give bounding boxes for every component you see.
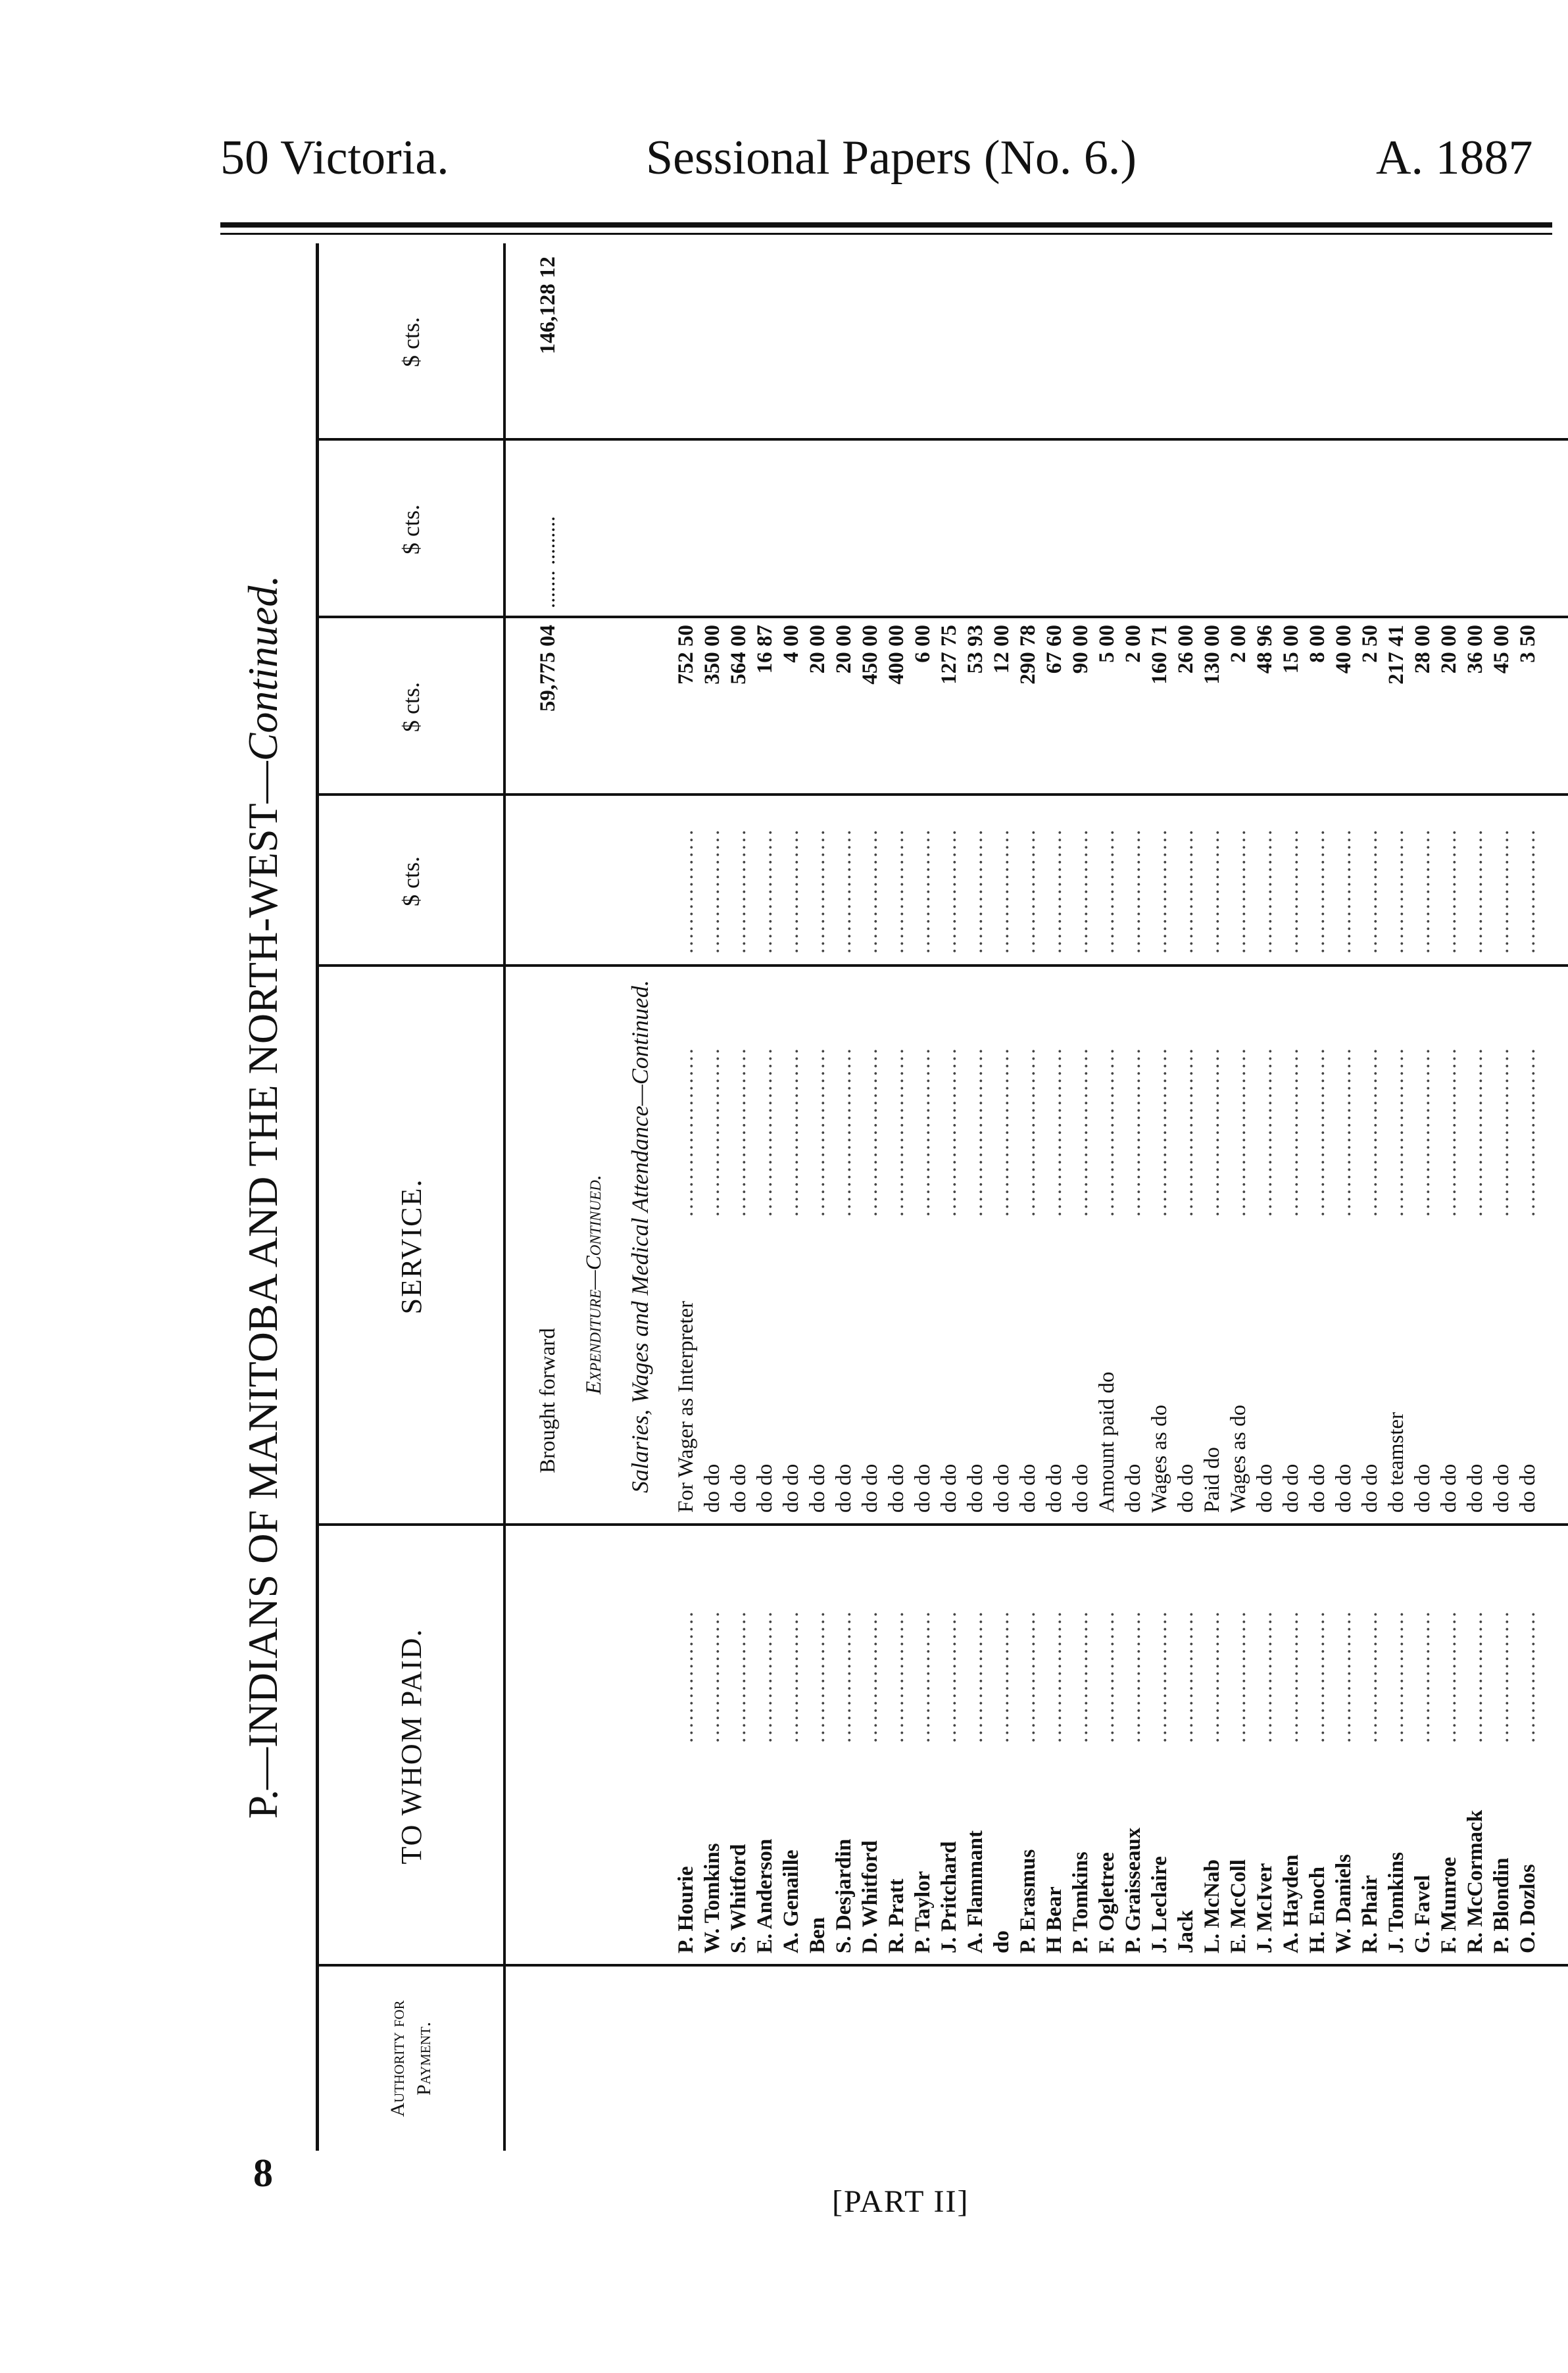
row-payee: P. Erasmus <box>1016 1849 1040 1953</box>
row-service: do do <box>753 1463 777 1513</box>
row-leader-dots: .................. <box>1042 1609 1066 1743</box>
column-header-to-whom-paid: TO WHOM PAID. <box>395 1628 428 1865</box>
row-leader-dots: ....................... <box>1200 1046 1224 1217</box>
row-leader-dots: .................. <box>1148 1609 1171 1743</box>
row-payee: O. Dozlos <box>1516 1864 1540 1953</box>
row-amount: 20 00 <box>1437 625 1461 674</box>
page-number: 8 <box>253 2151 273 2195</box>
row-leader-dots: ....................... <box>964 1046 987 1217</box>
row-leader-dots: .................. <box>1437 1609 1461 1743</box>
row-payee: H Bear <box>1042 1886 1066 1953</box>
column-header-money-2: $ cts. <box>398 682 424 732</box>
row-leader-dots: ....................... <box>885 1046 908 1217</box>
row-leader-dots: ................. <box>911 827 935 954</box>
row-service: Amount paid do <box>1095 1371 1119 1513</box>
row-amount: 26 00 <box>1174 625 1198 674</box>
row-amount: 15 00 <box>1279 625 1303 674</box>
row-service: For Wager as Interpreter <box>674 1300 698 1513</box>
row-payee: P. Tomkins <box>1069 1851 1092 1953</box>
row-payee: do <box>990 1930 1014 1953</box>
row-service: do do <box>1016 1463 1040 1513</box>
row-payee: A. Genaille <box>779 1849 803 1953</box>
row-payee: S. Desjardin <box>832 1838 856 1953</box>
row-payee: Jack <box>1174 1910 1198 1953</box>
row-service: do do <box>964 1463 987 1513</box>
row-leader-dots: .................. <box>779 1609 803 1743</box>
row-leader-dots: ....................... <box>1384 1046 1408 1217</box>
row-payee: J. McIver <box>1253 1863 1277 1953</box>
row-amount: 217 41 <box>1384 625 1408 685</box>
row-payee: D. Whitford <box>858 1840 882 1953</box>
rotated-table-page <box>230 243 1568 2151</box>
row-leader-dots: .................. <box>1279 1609 1303 1743</box>
brought-forward-dots: ....... ......... <box>536 516 560 608</box>
row-leader-dots: ....................... <box>858 1046 882 1217</box>
row-leader-dots: .................. <box>1174 1609 1198 1743</box>
header-rule-thin <box>220 233 1552 235</box>
row-amount: 36 00 <box>1463 625 1487 674</box>
row-payee: Ben <box>806 1917 829 1953</box>
column-divider <box>319 793 1568 796</box>
row-leader-dots: ................. <box>937 827 961 954</box>
row-amount: 290 78 <box>1016 625 1040 685</box>
row-leader-dots: ....................... <box>1148 1046 1171 1217</box>
row-leader-dots: ................. <box>1358 827 1382 954</box>
row-leader-dots: ....................... <box>674 1046 698 1217</box>
row-amount: 28 00 <box>1411 625 1434 674</box>
row-leader-dots: ................. <box>858 827 882 954</box>
row-leader-dots: ................. <box>832 827 856 954</box>
row-leader-dots: ................. <box>806 827 829 954</box>
row-leader-dots: .................. <box>753 1609 777 1743</box>
row-leader-dots: ................. <box>1253 827 1277 954</box>
row-leader-dots: ................. <box>779 827 803 954</box>
row-leader-dots: ....................... <box>1253 1046 1277 1217</box>
row-amount: 127 75 <box>937 625 961 685</box>
header-volume: 50 Victoria. <box>220 131 449 185</box>
column-divider <box>319 1964 1568 1967</box>
row-amount: 752 50 <box>674 625 698 685</box>
row-leader-dots: ....................... <box>1516 1046 1540 1217</box>
row-service: do do <box>911 1463 935 1513</box>
row-amount: 90 00 <box>1069 625 1092 674</box>
row-leader-dots: ................. <box>1069 827 1092 954</box>
row-leader-dots: ................. <box>674 827 698 954</box>
column-header-money-1: $ cts. <box>398 856 424 906</box>
row-leader-dots: .................. <box>1411 1609 1434 1743</box>
row-amount: 45 00 <box>1490 625 1513 674</box>
row-leader-dots: ................. <box>1411 827 1434 954</box>
row-service: do do <box>700 1463 724 1513</box>
row-leader-dots: .................. <box>806 1609 829 1743</box>
row-service: Wages as do <box>1227 1404 1250 1513</box>
row-leader-dots: .................. <box>858 1609 882 1743</box>
row-payee: J. Tomkins <box>1384 1851 1408 1953</box>
row-amount: 6 00 <box>911 625 935 663</box>
row-service: do teamster <box>1384 1411 1408 1513</box>
row-service: do do <box>1253 1463 1277 1513</box>
row-payee: J. Leclaire <box>1148 1856 1171 1953</box>
row-leader-dots: .................. <box>832 1609 856 1743</box>
row-leader-dots: .................. <box>1016 1609 1040 1743</box>
row-amount: 160 71 <box>1148 625 1171 685</box>
row-leader-dots: ....................... <box>1095 1046 1119 1217</box>
row-amount: 400 00 <box>885 625 908 685</box>
row-amount: 130 00 <box>1200 625 1224 685</box>
row-amount: 48 96 <box>1253 625 1277 674</box>
row-amount: 450 00 <box>858 625 882 685</box>
row-leader-dots: .................. <box>1253 1609 1277 1743</box>
row-leader-dots: ....................... <box>832 1046 856 1217</box>
row-leader-dots: .................. <box>964 1609 987 1743</box>
row-leader-dots: .................. <box>1200 1609 1224 1743</box>
row-leader-dots: ....................... <box>727 1046 750 1217</box>
brought-forward-label: Brought forward <box>536 1328 560 1473</box>
row-leader-dots: ................. <box>1463 827 1487 954</box>
row-leader-dots: .................. <box>937 1609 961 1743</box>
subhead-expenditure: Expenditure—Continued. <box>582 1174 606 1394</box>
row-amount: 53 93 <box>964 625 987 674</box>
column-header-money-3: $ cts. <box>398 504 424 554</box>
header-row-rule <box>503 243 506 2151</box>
row-leader-dots: ....................... <box>1121 1046 1145 1217</box>
row-leader-dots: .................. <box>1227 1609 1250 1743</box>
row-service: Paid do <box>1200 1447 1224 1513</box>
row-leader-dots: ................. <box>1200 827 1224 954</box>
row-service: do do <box>885 1463 908 1513</box>
expenditure-table <box>316 243 1568 2151</box>
row-payee: R. Phair <box>1358 1874 1382 1953</box>
row-payee: W. Daniels <box>1332 1854 1356 1953</box>
row-amount: 3 50 <box>1516 625 1540 663</box>
row-leader-dots: ....................... <box>1279 1046 1303 1217</box>
row-leader-dots: ....................... <box>1227 1046 1250 1217</box>
row-leader-dots: .................. <box>674 1609 698 1743</box>
row-payee: S. Whitford <box>727 1844 750 1953</box>
row-amount: 16 87 <box>753 625 777 674</box>
row-leader-dots: ................. <box>753 827 777 954</box>
row-leader-dots: .................. <box>911 1609 935 1743</box>
row-service: do do <box>1490 1463 1513 1513</box>
row-leader-dots: ....................... <box>1069 1046 1092 1217</box>
row-leader-dots: ................. <box>1279 827 1303 954</box>
row-leader-dots: ................. <box>1490 827 1513 954</box>
row-service: do do <box>1437 1463 1461 1513</box>
row-leader-dots: .................. <box>1384 1609 1408 1743</box>
row-service: do do <box>937 1463 961 1513</box>
row-leader-dots: ....................... <box>1463 1046 1487 1217</box>
row-service: do do <box>990 1463 1014 1513</box>
row-amount: 5 00 <box>1095 625 1119 663</box>
row-service: do do <box>779 1463 803 1513</box>
row-leader-dots: ................. <box>1148 827 1171 954</box>
row-service: do do <box>1463 1463 1487 1513</box>
row-leader-dots: ....................... <box>1306 1046 1329 1217</box>
row-leader-dots: ....................... <box>1437 1046 1461 1217</box>
row-service: do do <box>1411 1463 1434 1513</box>
column-header-authority: Authority for Payment. <box>387 2000 435 2117</box>
table-title-continued: Continued. <box>239 575 286 762</box>
row-service: do do <box>1332 1463 1356 1513</box>
row-service: do do <box>1358 1463 1382 1513</box>
table-title <box>230 243 296 2151</box>
row-leader-dots: ................. <box>990 827 1014 954</box>
subhead-salaries: Salaries, Wages and Medical Attendance—Continued. <box>627 980 653 1493</box>
row-payee: F. Ogletree <box>1095 1852 1119 1953</box>
row-payee: F. Munroe <box>1437 1857 1461 1953</box>
header-publication: Sessional Papers (No. 6.) <box>646 131 1137 185</box>
row-leader-dots: ....................... <box>1358 1046 1382 1217</box>
row-leader-dots: ....................... <box>700 1046 724 1217</box>
row-payee: E. Anderson <box>753 1838 777 1953</box>
row-payee: P. Graisseaux <box>1121 1827 1145 1953</box>
row-amount: 4 00 <box>779 625 803 663</box>
row-service: do do <box>1069 1463 1092 1513</box>
row-payee: W. Tomkins <box>700 1843 724 1953</box>
row-leader-dots: ................. <box>1095 827 1119 954</box>
column-header-service: SERVICE. <box>395 1178 428 1315</box>
row-leader-dots: .................. <box>1490 1609 1513 1743</box>
row-payee: G. Favel <box>1411 1874 1434 1953</box>
row-leader-dots: ....................... <box>1016 1046 1040 1217</box>
row-service: do do <box>1279 1463 1303 1513</box>
row-leader-dots: .................. <box>727 1609 750 1743</box>
row-service: do do <box>1042 1463 1066 1513</box>
row-payee: P. Taylor <box>911 1871 935 1953</box>
row-service: do do <box>1306 1463 1329 1513</box>
row-leader-dots: ................. <box>1306 827 1329 954</box>
brought-forward-total: 146,128 12 <box>536 257 560 355</box>
row-leader-dots: .................. <box>700 1609 724 1743</box>
brought-forward-amount: 59,775 04 <box>536 625 560 712</box>
row-amount: 2 50 <box>1358 625 1382 663</box>
row-leader-dots: ................. <box>885 827 908 954</box>
row-leader-dots: .................. <box>1069 1609 1092 1743</box>
row-leader-dots: .................. <box>1516 1609 1540 1743</box>
row-leader-dots: .................. <box>1095 1609 1119 1743</box>
row-leader-dots: .................. <box>990 1609 1014 1743</box>
row-amount: 40 00 <box>1332 625 1356 674</box>
row-payee: R. Pratt <box>885 1878 908 1953</box>
row-payee: P. Blondin <box>1490 1857 1513 1953</box>
row-leader-dots: .................. <box>1332 1609 1356 1743</box>
row-leader-dots: ................. <box>1384 827 1408 954</box>
row-leader-dots: ................. <box>700 827 724 954</box>
row-leader-dots: ....................... <box>1174 1046 1198 1217</box>
column-divider <box>319 438 1568 441</box>
row-amount: 350 00 <box>700 625 724 685</box>
row-leader-dots: ................. <box>1437 827 1461 954</box>
row-amount: 2 00 <box>1121 625 1145 663</box>
row-service: do do <box>1174 1463 1198 1513</box>
row-leader-dots: ....................... <box>1332 1046 1356 1217</box>
row-payee: L. McNab <box>1200 1859 1224 1953</box>
row-leader-dots: ....................... <box>1042 1046 1066 1217</box>
row-service: do do <box>832 1463 856 1513</box>
row-leader-dots: .................. <box>885 1609 908 1743</box>
row-service: do do <box>727 1463 750 1513</box>
row-amount: 67 60 <box>1042 625 1066 674</box>
row-leader-dots: ................. <box>1174 827 1198 954</box>
row-amount: 20 00 <box>806 625 829 674</box>
row-leader-dots: ....................... <box>806 1046 829 1217</box>
row-payee: J. Pritchard <box>937 1841 961 1953</box>
header-year: A. 1887 <box>1376 131 1533 185</box>
row-payee: E. McColl <box>1227 1859 1250 1953</box>
row-leader-dots: .................. <box>1121 1609 1145 1743</box>
row-payee: A. Hayden <box>1279 1854 1303 1953</box>
row-leader-dots: ....................... <box>1490 1046 1513 1217</box>
row-leader-dots: ................. <box>727 827 750 954</box>
column-header-money-4: $ cts. <box>398 317 424 367</box>
row-leader-dots: ....................... <box>911 1046 935 1217</box>
part-label: [PART II] <box>832 2184 969 2219</box>
row-service: do do <box>1516 1463 1540 1513</box>
row-amount: 20 00 <box>832 625 856 674</box>
column-divider <box>319 616 1568 618</box>
row-leader-dots: ....................... <box>1411 1046 1434 1217</box>
header-rule-thick <box>220 222 1552 228</box>
row-leader-dots: ................. <box>1516 827 1540 954</box>
table-title-main: P.—INDIANS OF MANITOBA AND THE NORTH-WEST— <box>239 761 286 1819</box>
row-leader-dots: ....................... <box>779 1046 803 1217</box>
row-payee: P. Hourie <box>674 1866 698 1953</box>
row-service: do do <box>1121 1463 1145 1513</box>
row-leader-dots: ....................... <box>753 1046 777 1217</box>
row-leader-dots: .................. <box>1463 1609 1487 1743</box>
row-amount: 12 00 <box>990 625 1014 674</box>
row-leader-dots: ................. <box>964 827 987 954</box>
row-leader-dots: ................. <box>1042 827 1066 954</box>
row-leader-dots: ................. <box>1332 827 1356 954</box>
row-amount: 2 00 <box>1227 625 1250 663</box>
row-leader-dots: ................. <box>1227 827 1250 954</box>
row-payee: H. Enoch <box>1306 1866 1329 1953</box>
row-leader-dots: .................. <box>1306 1609 1329 1743</box>
row-leader-dots: ................. <box>1121 827 1145 954</box>
row-service: do do <box>858 1463 882 1513</box>
row-amount: 564 00 <box>727 625 750 685</box>
column-divider <box>319 1523 1568 1526</box>
row-leader-dots: ................. <box>1016 827 1040 954</box>
column-divider <box>319 964 1568 967</box>
row-payee: A. Flammant <box>964 1830 987 1953</box>
row-leader-dots: .................. <box>1358 1609 1382 1743</box>
row-service: do do <box>806 1463 829 1513</box>
row-leader-dots: ....................... <box>990 1046 1014 1217</box>
row-service: Wages as do <box>1148 1404 1171 1513</box>
row-amount: 8 00 <box>1306 625 1329 663</box>
row-leader-dots: ....................... <box>937 1046 961 1217</box>
row-payee: R. McCormack <box>1463 1809 1487 1953</box>
